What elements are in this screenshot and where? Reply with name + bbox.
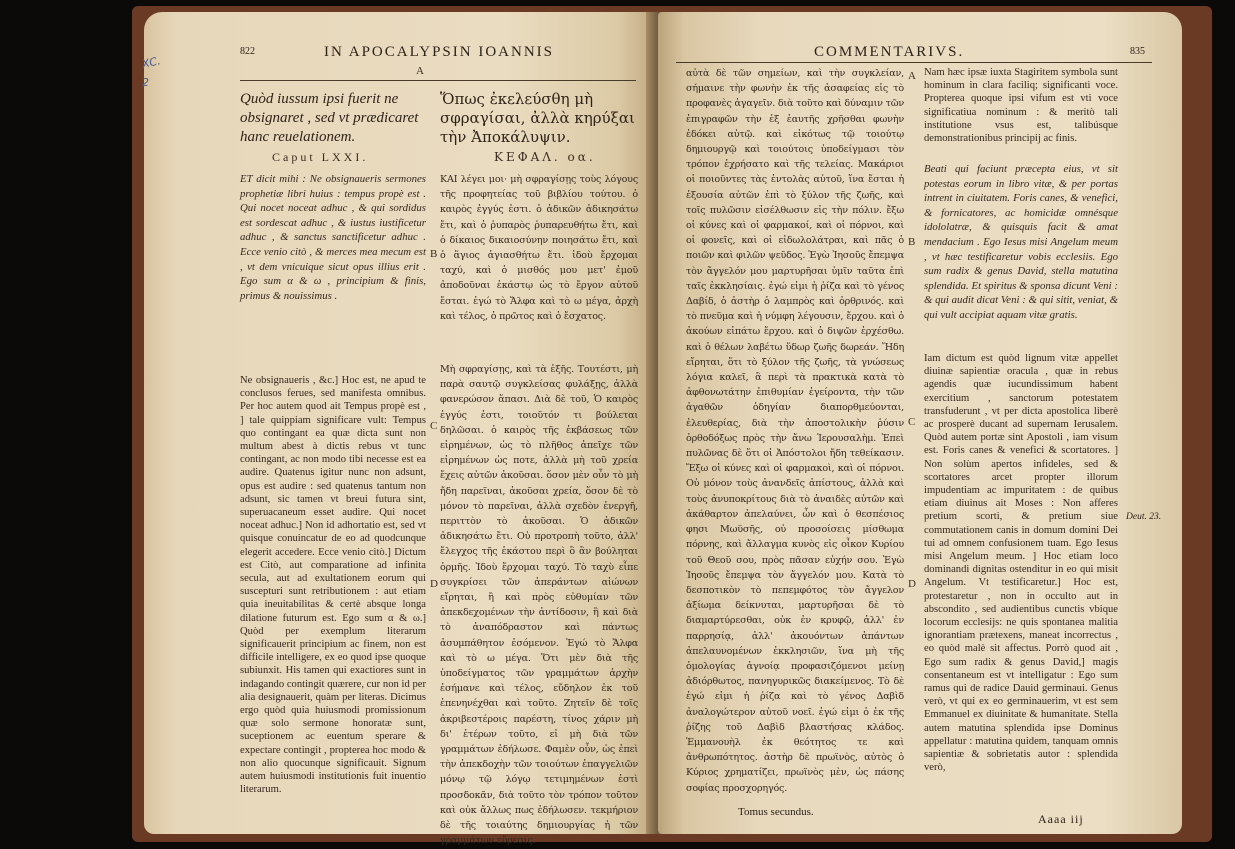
left-running-head: IN APOCALYPSIN IOANNIS [324,44,555,60]
latin-chapter-heading: Quòd iussum ipsi fuerit ne obsignaret , sed vt prædicaret hanc reuelationem. [240,91,419,145]
right-latin-intro: Nam hæc ipsæ iuxta Stagiritem symbola sunt hominum in clara faciliq; significanti voce. Propterea quoque ipsi vifum est vti voce significatiua nominum : & meritò tali institutione vsus est, talibúsque demonstrationibus principij ac finis. [924,67,1118,145]
greek-scripture-text: ΚΑΙ λέγει μοι· μὴ σφραγίσῃς τοὺς λόγους τῆς προφητείας τοῦ βιβλίου τούτου. ὁ καιρὸς ἐγγύς ἐστι. ὁ ἀδικῶν ἀδικησάτω ἔτι, καὶ ὁ ῥυπαρὸς ῥυπαρευθήτω ἔτι, καὶ ὁ δίκαιος δικαιοσύνην ποιησάτω ἔτι, καὶ ὁ ἅγιος ἁγιασθήτω ἔτι. ἰδοὺ ἔρχομαι ταχύ, καὶ ὁ μισθός μου μετ' ἐμοῦ ἀποδοῦναι ἑκάστῳ ὡς τὸ ἔργον αὐτοῦ ἔσται. ἐγώ τὸ Ἄλφα καὶ τὸ ω μέγα, ἀρχὴ καὶ τέλος, ὁ πρῶτος καὶ ὁ ἔσχατος. [440,174,638,322]
greek-chapter-number: ΚΕΦΑΛ. οα. [494,150,596,164]
tomus-line: Tomus secundus. [738,806,814,818]
right-running-head: COMMENTARIVS. [814,44,965,60]
latin-scripture-text: ET dicit mihi : Ne obsignaueris sermones prophetiæ libri huius : tempus propè est . Qui nocet noceat adhuc , & qui sordidus est sordescat adhuc , & iustus iustificetur adhuc , & sanctus sanctificetur adhuc . Ecce venio citò , & merces mea mecum est , vt dem vnicuique sicut opus illius erit . Ego sum α & ω , principium & finis, primus & nouissimus . [240,173,426,302]
left-margin-letter-d: D [430,578,438,590]
margin-note: Deut. 23. [1126,512,1162,522]
right-page-number: 835 [1130,46,1145,57]
greek-chapter-heading: Ὅπως ἐκελεύσθη μὴ σφραγίσαι, ἀλλὰ κηρύξαι τὴν Ἀποκάλυψιν. [440,90,635,146]
handwritten-note-2: 2 [142,76,149,89]
open-book [132,6,1212,847]
right-margin-letter-a: A [908,70,916,82]
right-greek-text: αὐτὰ δὲ τῶν σημείων, καὶ τὴν συγκλείαν, σήμαινε τὴν φωνὴν ἐκ τῆς ἀσαφείας εἰς τὸ προφανὲς ἀγαγεῖν. διὰ τοῦτο καὶ δύναμιν τῶν ἐπιγραφῶν τὴν ἐξ ἑαυτῆς χρῆσθαι φωνὴν ἐδόκει αὐτῷ. καὶ εἰκότως τῷ τοιούτῳ δημιουργῷ καὶ τοιούτοις ὑποδείγμασι τὸν τρόπον ἐχρήσατο καὶ τῆς τελείας. Μακάριοι οἱ ποιοῦντες τὰς ἐντολὰς αὐτοῦ, ἵνα ἔσται ἡ ἐξουσία αὐτῶν ἐπὶ τὸ ξύλον τῆς ζωῆς, καὶ τοῖς πυλῶσιν εἰσέλθωσιν εἰς τὴν πόλιν. ἔξω οἱ κύνες καὶ οἱ φαρμακοί, καὶ οἱ πόρνοι, καὶ οἱ φονεῖς, καὶ οἱ εἰδωλολάτραι, καὶ πᾶς ὁ ποιῶν καὶ φιλῶν ψεῦδος. Ἐγὼ Ἰησοῦς ἔπεμψα τὸν ἄγγελόν μου μαρτυρῆσαι ὑμῖν ταῦτα ἐπὶ ταῖς ἐκκλησίαις. ἐγώ εἰμι ἡ ῥίζα καὶ τὸ γένος Δαβίδ, ὁ ἀστὴρ ὁ λαμπρὸς καὶ ὀρθρινός. καὶ τὸ πνεῦμα καὶ ἡ νύμφη λέγουσιν, ἔρχου. καὶ ὁ ἀκούων εἰπάτω ἔρχου. καὶ ὁ διψῶν ἐρχέσθω. καὶ ὁ θέλων λαβέτω ὕδωρ ζωῆς δωρεάν. Ἤδη εἴρηται, ὅτι τὸ ξύλον τῆς ζωῆς, τὰ γνώσεως λόγια καλεῖ, ἃ περὶ τὰ πρακτικὰ κατὰ τὸ ἀφθονωτάτην ἐπιθυμίαν ἐγείροντα, τὴν τῶν ἀγαθῶν ὁδηγίαν διαπορθμεύονται, ἐλευθερίας, διὰ τὴν ἀποστολικὴν ῥύσιν ὀρθοδόξως πρὸς τὴν ἄνω Ἱερουσαλὴμ. Ἐπεὶ πυλῶνας δὲ ὅτι οἱ Ἀπόστολοι ἤδη τεθείκασιν. Ἔξω οἱ κύνες καὶ οἱ φαρμακοὶ, καὶ οἱ πόρνοι. Οὐ μόνον τοὺς ἀνανδεῖς ἀπίστους, ἀλλὰ καὶ τοὺς ἀνυποκρίτους διὰ τὸ ἀναιδὲς αὐτῶν καὶ ἀκάθαρτον ἀπελαύνει, ὧν καὶ ὁ θεσπέσιος φησι Μωϋσῆς, οὐ προσοίσεις μίσθωμα πόρνης, καὶ ἄλλαγμα κυνὸς εἰς οἶκον Κυρίου τοῦ Θεοῦ σου, πρὸς πᾶσαν εὐχήν σου. Ἐγὼ Ἰησοῦς ἔπεμψα τὸν ἄγγελόν μου. Κατὰ τὸ δεσποτικὸν τὸ πεπεμφότος τὸν ἄγγελον ἀξίωμα δείκνυται, μαρτυρῆσαι δὲ τὸ διαμαρτύρεσθαι, οὐκ ἐν κρυφῷ, ἀλλ' ἐν παρρησίᾳ, ἀλλ' ἀκουόντων ἁπάντων ἀπελαυνομένων ἐκκλησιῶν, ἵνα μὴ τῆς ὁμολογίας ἀγνοίᾳ προφασιζόμενοι μείνῃ ἀδιόρθωτος, πανηγυρικῶς διακείμενος. Τὸ δὲ ἐγώ εἰμι ἡ ῥίζα καὶ τὸ γένος Δαβὶδ ἀναλογώτερον αὐτοῦ νοεῖ. ἐγώ εἰμι ὁ ἐκ τῆς ῥίζης τοῦ Δαβὶδ βλαστήσας κλάδος. Ἐμμανουὴλ ἐκ θεότητος τε καὶ ἀνθρωπότητος. ἀστὴρ δὲ πρωϊνὸς, αὐτὸς ὁ Κύριος χρηματίζει, πρωϊνὸς μὲν, ὡς πάσης σοφίας προσχορηγός. [686,68,904,794]
latin-scripture-block [240,172,426,372]
latin-chapter-number: Caput LXXI. [272,150,369,164]
right-latin-scripture-block [924,162,1118,352]
right-latin-commentary: Iam dictum est quòd lignum vitæ appellet diuinæ sapientiæ oracula , quæ in rebus agendis quæ iucundissimum habent exercitium , sanctorum potestatem transfuderunt , vt per dicta apostolica liberè ac prosperè ducant ad supernam Ierusalem. Quòd autem portæ sint Apostoli , iam visum est. Foris canes & venefici & scortatores. ] Non solùm apertos infideles, sed & scortatores arcet propter illorum impudentiam ac impuritatem : de quibus etiam diuinus ait Moses : Non afferes pretium scorti, & pretium siue commutationem canis in domum domini Dei tui ad omnem confusionem tuam. Ego Iesus misi Angelum meum. ] Hoc etiam loco dominandi dignitas ostenditur in eo qui misit Angelum. Vt testificaretur.] Hoc est, protestaretur , non in occulto aut in abscondito , sed audientibus cunctis vbique locorum ecclesijs: ne quis spontanea malitia ignorantiam prætexens, maneat incorrectus , eo quòd malè sit affectus. Porrò quod ait , Ego sum radix & genus David,] magis consentaneum est vt intelligatur : Ego sum ramus qui de radice Dauid germinaui. Genus verò, vt qui ex eo germinauerim, vt est sem Emmanuel ex diuinitate & humanitate. Stella autem matutina splendida ipse Dominus appellatur : matutina quidem, tanquam omnis sapientiæ & sobrietatis autor : splendida verò, [924,353,1118,774]
right-head-rule [676,62,1152,63]
signature-mark: Aaaa iij [1038,812,1084,826]
greek-commentary-text: Μὴ σφραγίσῃς, καὶ τὰ ἑξῆς. Τουτέστι, μὴ παρὰ σαυτῷ συγκλείσας φυλάξῃς, ἀλλὰ φανερώσον ἅπασι. Διὰ δὲ τοῦ, Ὁ καιρὸς ἐγγύς ἐστι, τοιοῦτόν τι βούλεται δηλῶσαι. ὁ καιρὸς τῆς ἐκβάσεως τῶν εἰρημένων, ὡς τὸ πλῆθος ἀπεῖχε τῶν εἰρημένων ὡς ποτε, ἀλλὰ μὴ τοῦ χρεία ἔχεις αὐτῶν ἀκοῦσαι. ὅσον μὲν οὖν τὸ μὴ ἤδη παρεῖναι, ἀκοῦσαι χρεία, ὅσον δὲ τὸ μόνον τὸ παρεῖναι, ἀλλὰ σχεδὸν ἐνεργῆ, περιττὸν τὸ ἀκοῦσαι. Ὁ ἀδικῶν ἀδικησάτω ἔτι. Οὐ προτροπὴ τοῦτο, ἀλλ' ἔλεγχος τῆς ἑκάστου περὶ ὃ ἂν βούληται ὁρμῆς. Ἰδοὺ ἔρχομαι ταχύ. Τὸ ταχὺ εἶπε συγκρίσει τῶν ἀπεράντων αἰώνων εἴρηται, ἢ καὶ πρὸς εὐθυμίαν τῶν ἀπεκδεχομένων τὴν ἀντίδοσιν, ἢ καὶ διὰ τὸ ἀναπόδραστον καὶ πάντως ἀσυμπάθητον ἐσόμενον. Ἐγώ τὸ Ἄλφα καὶ τὸ ω μέγα. Ὅτι μὲν διὰ τῆς ὑποδείγματος τῶν γραμμάτων ἀρχὴν ἐσήμανε καὶ τέλος, εὔδηλον ἐκ τοῦ ἐπενηνέχθαι καὶ τοῦτο. Ζητεῖν δὲ τοῖς ἀκριβεστέροις παρέστη, τίνος χάριν μὴ δι' ἑτέρων τοῦτο, εἰ μὴ διὰ τῶν γραμμάτων ἐδήλωσε. Φαμὲν οὖν, ὡς ἐπεὶ τὴν ἀπεκδοχὴν τῶν τοιούτων ἐπαγγελιῶν μόνῳ τῷ λόγῳ τετιμημένων ἐστὶ προσδοκᾶν, διὰ τοῦτο τὸν τρόπον τοῦτον καὶ οὐκ ἄλλως πως ἐδήλωσεν. τεκμήριον δὲ τῆς τοιαύτης δημιουργίας ἡ τῶν γραμμάτων εὕρεσις. [440,364,638,847]
right-page [658,12,1182,834]
right-margin-letter-c: C [908,416,916,428]
latin-commentary-text: Ne obsignaueris , &c.] Hoc est, ne apud te conclusos ferues, sed manifesta omnibus. Per hoc autem quod ait Tempus propè est , ] tale quippiam significare vult: Tempus quo contingant ea quæ dicta sunt non multum abest à dictis rebus vt tunc contingant, ac non modo tibi necesse est ea audire. Quatenus igitur nunc non adsunt, opus est audire : sed quatenus tantum non adsunt, sic tamen vt breui futura sint, superuacaneum esset audire. Qui nocet noceat adhuc.] Non id adhortatio est, sed vt quisque conuincatur de eo ad quodcunque elegerit accedere. Ecce venio citò.] Dictum est Citò, aut comparatione ad infinita secula, aut ad exultationem eorum qui suscepturi sunt retributionem : aut etiam quia ineuitabilitas & certè absque longa dilatione futurum est. Ego sum α & ω.] Quòd per exemplum literarum significauerit principium ac finem, non est difficile intelligere, ex eo quod ipse quoque subiunxit. His tamen qui exactiores sunt in indagando contingit quærere, cur non id per alia designauerit, quàm per literas. Dicimus ergo quòd quia huiusmodi promissionum quæ solo sermone honoratæ sunt, suceptionem ac euentum sperare & expectare contingit , propterea hoc modo & non alio quocunque significauit. Signum autem huiusmodi institutionis fuit inuentio literarum. [240,375,426,796]
left-margin-letter-b: B [430,248,438,260]
left-margin-letter-c: C [430,420,438,432]
greek-scripture-block [440,172,638,362]
left-section-letter: A [416,65,424,77]
right-latin-scripture: Beati qui faciunt præcepta eius, vt sit potestas eorum in libro vitæ, & per portas intrent in ciuitatem. Foris canes, & venefici, & fornicatores, ac homicidæ omnésque idololatræ, & quisquis facit & amat mendacium . Ego Iesus misi Angelum meum , vt hæc testificaretur vobis ecclesiis. Ego sum radix & genus David, stella matutina splendida. Et spiritus & sponsa dicunt Veni : & qui audit dicat Veni : & qui sitit, veniat, & qui vult accipiat aquam vitæ gratis. [924,163,1118,321]
right-margin-letter-b: B [908,236,916,248]
left-page-number: 822 [240,46,255,57]
right-margin-letter-d: D [908,578,916,590]
left-page [140,12,658,847]
left-head-rule [240,80,636,81]
handwritten-note: XC. [140,54,162,71]
